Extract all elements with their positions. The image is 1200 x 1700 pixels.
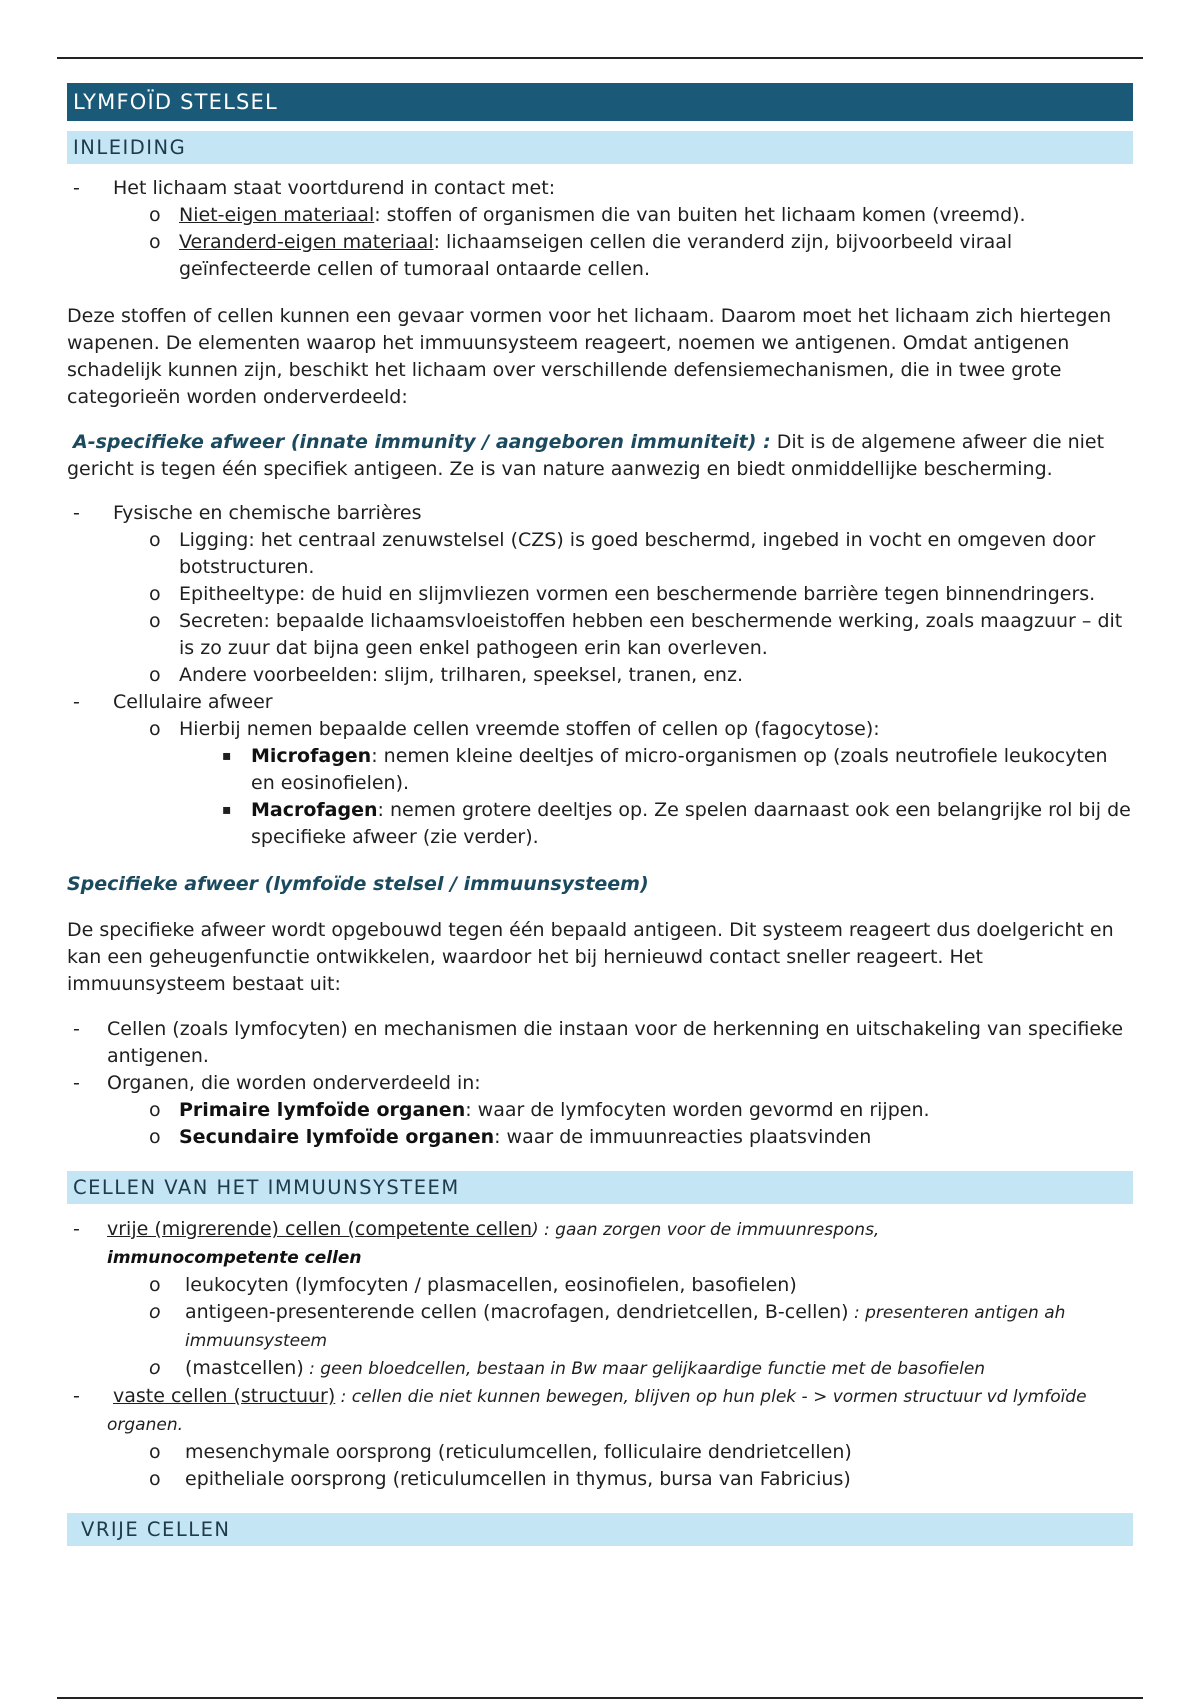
list-item: - Het lichaam staat voortdurend in contact met: xyxy=(67,175,1133,202)
list-item: o leukocyten (lymfocyten / plasmacellen, eosinofielen, basofielen) xyxy=(149,1274,797,1296)
list-item: ▪ Macrofagen: nemen grotere deeltjes op. Ze spelen daarnaast ook een belangrijke rol bij de specifieke afweer (zie verder). xyxy=(222,799,1131,848)
circle-bullet: o xyxy=(149,204,161,226)
list-item: o Hierbij nemen bepaalde cellen vreemde stoffen of cellen op (fagocytose): xyxy=(149,718,880,740)
list-item: o Secundaire lymfoïde organen: waar de immuunreacties plaatsvinden xyxy=(149,1126,872,1148)
term-vaste-cellen: vaste cellen (structuur) xyxy=(113,1385,336,1407)
list-item: o (mastcellen) : geen bloedcellen, bestaan in Bw maar gelijkaardige functie met de basofielen xyxy=(149,1357,986,1379)
chapter-title: LYMFOÏD STELSEL xyxy=(67,83,1133,121)
cellen-list xyxy=(67,1216,1133,1493)
intro-paragraph: Deze stoffen of cellen kunnen een gevaar vormen voor het lichaam. Daarom moet het lichaam zich hiertegen wapenen. De elementen waarop het immuunsysteem reageert, noemen we antigenen. Omdat antigenen schadelijk kunnen zijn, beschikt het lichaam over verschillende defensiemechanismen, die in twee grote categorieën worden onderverdeeld: xyxy=(67,305,1112,408)
list-item: o Ligging: het centraal zenuwstelsel (CZS) is goed beschermd, ingebed in vocht en omgeven door botstructuren. xyxy=(149,529,1096,578)
list-item: - Cellulaire afweer xyxy=(73,691,273,713)
dash-bullet: - xyxy=(73,177,80,199)
section-header-cellen: CELLEN VAN HET IMMUUNSYSTEEM xyxy=(67,1171,1133,1204)
list-item: - vrije (migrerende) cellen (competente cellen) : gaan zorgen voor de immuunrespons, immunocompetente cellen xyxy=(73,1218,880,1268)
square-bullet: ▪ xyxy=(222,748,232,764)
list-item: - Organen, die worden onderverdeeld in: xyxy=(73,1072,481,1094)
square-bullet: ▪ xyxy=(222,802,232,818)
list-item: - Fysische en chemische barrières xyxy=(73,502,422,524)
aspecifiek-heading: A-specifieke afweer (innate immunity / aangeboren immuniteit) : xyxy=(73,431,771,453)
list-item: - vaste cellen (structuur) : cellen die niet kunnen bewegen, blijven op hun plek - > vormen structuur vd lymfoïde organen. xyxy=(73,1385,1087,1435)
list-item: ▪ Microfagen: nemen kleine deeltjes of micro-organismen op (zoals neutrofiele leukocyten en eosinofielen). xyxy=(222,745,1108,794)
list-item: o antigeen-presenterende cellen (macrofagen, dendrietcellen, B-cellen) : presenteren antigen ah immuunsysteem xyxy=(149,1301,1066,1351)
specifiek-heading: Specifieke afweer (lymfoïde stelsel / immuunsysteem) xyxy=(67,873,649,895)
section-header-inleiding: INLEIDING xyxy=(67,131,1133,164)
list-item: o epitheliale oorsprong (reticulumcellen in thymus, bursa van Fabricius) xyxy=(149,1468,851,1490)
list-item: o Secreten: bepaalde lichaamsvloeistoffen hebben een beschermende werking, zoals maagzuur – dit is zo zuur dat bijna geen enkel pathogeen erin kan overleven. xyxy=(149,610,1123,659)
list-item: o Veranderd-eigen materiaal: lichaamseigen cellen die veranderd zijn, bijvoorbeeld viraal geïnfecteerde cellen of tumoraal ontaarde cellen. xyxy=(149,231,1013,280)
term-niet-eigen: Niet-eigen materiaal xyxy=(179,204,375,226)
intro-list xyxy=(67,175,1133,283)
list-item: o Niet-eigen materiaal: stoffen of organismen die van buiten het lichaam komen (vreemd). xyxy=(67,202,1133,229)
specifiek-paragraph: De specifieke afweer wordt opgebouwd tegen één bepaald antigeen. Dit systeem reageert dus doelgericht en kan een geheugenfunctie ontwikkelen, waardoor het bij hernieuwd contact sneller reageert. Het immuunsysteem bestaat uit: xyxy=(67,919,1114,995)
section-header-vrije-cellen: VRIJE CELLEN xyxy=(67,1513,1133,1546)
aspecifiek-list xyxy=(67,500,1133,851)
document-page xyxy=(67,83,1133,1546)
specifiek-list xyxy=(67,1016,1133,1151)
list-item: o Andere voorbeelden: slijm, trilharen, speeksel, tranen, enz. xyxy=(149,664,743,686)
list-item: o Primaire lymfoïde organen: waar de lymfocyten worden gevormd en rijpen. xyxy=(149,1099,930,1121)
term-veranderd-eigen: Veranderd-eigen materiaal xyxy=(179,231,434,253)
list-item: o Epitheeltype: de huid en slijmvliezen vormen een beschermende barrière tegen binnendringers. xyxy=(149,583,1096,605)
list-item: - Cellen (zoals lymfocyten) en mechanismen die instaan voor de herkenning en uitschakeling van specifieke antigenen. xyxy=(73,1018,1124,1067)
circle-bullet: o xyxy=(149,231,161,253)
bottom-rule xyxy=(57,1697,1143,1699)
top-rule xyxy=(57,57,1143,59)
term-vrije-cellen: vrije (migrerende) cellen (competente cellen xyxy=(107,1218,533,1240)
list-item: o mesenchymale oorsprong (reticulumcellen, folliculaire dendrietcellen) xyxy=(149,1441,852,1463)
aspecifiek-paragraph: A-specifieke afweer (innate immunity / aangeboren immuniteit) : Dit is de algemene afweer die niet gericht is tegen één specifiek antigeen. Ze is van nature aanwezig en biedt onmiddellijke bescherming. xyxy=(67,431,1105,480)
